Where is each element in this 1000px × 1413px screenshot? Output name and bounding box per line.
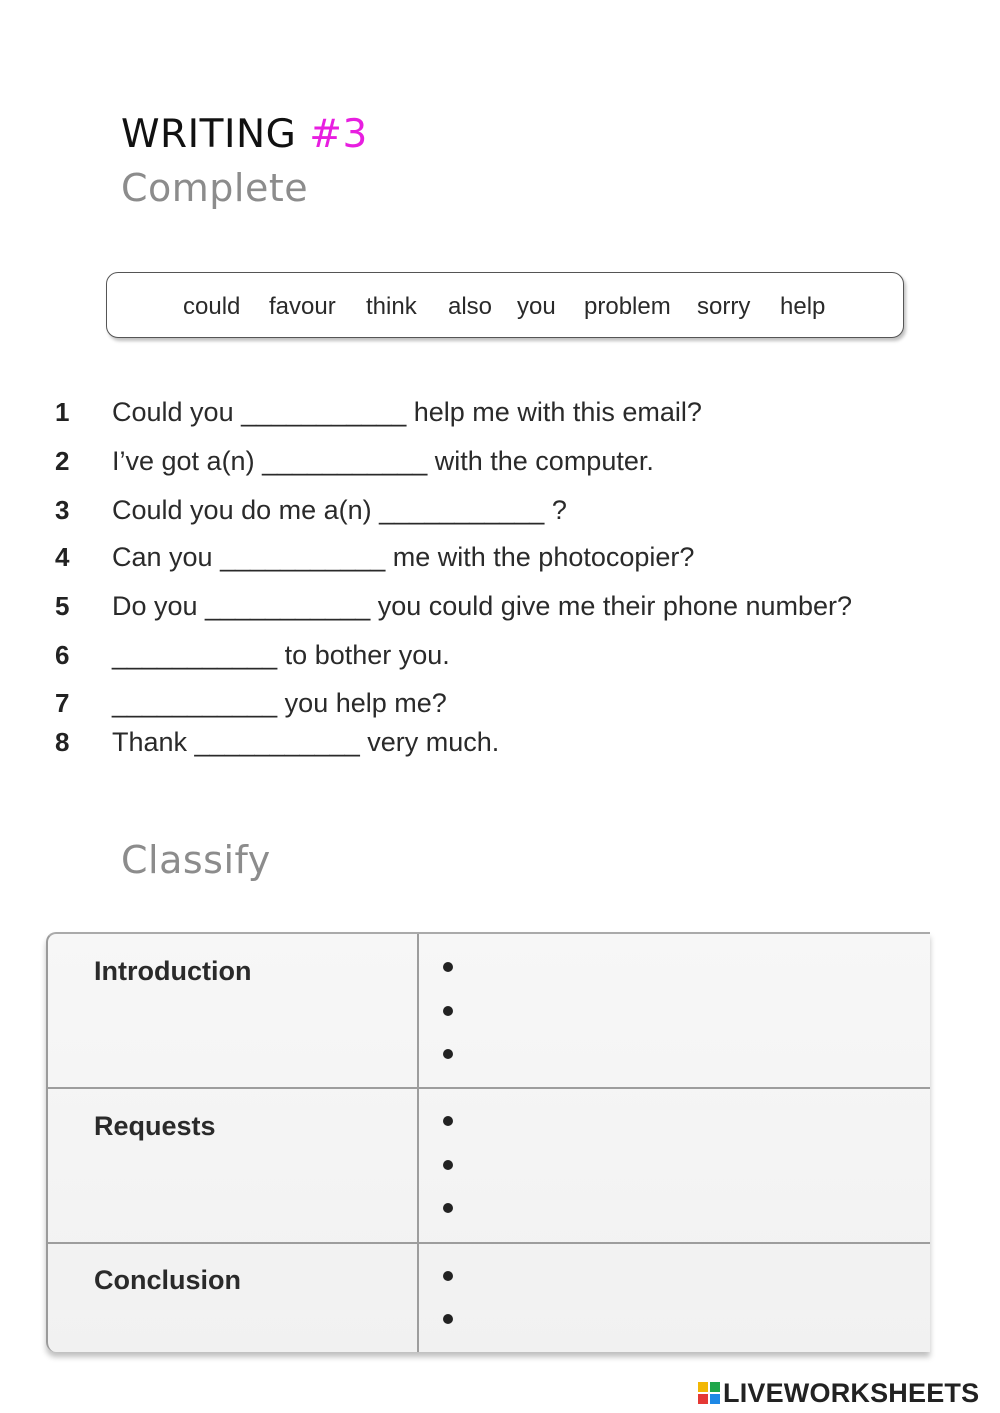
exercise-item	[0, 446, 1000, 480]
bullet-slot[interactable]	[443, 1314, 453, 1324]
word-bank-item: sorry	[697, 293, 751, 320]
exercise-item	[0, 727, 1000, 761]
item-number: 2	[55, 446, 70, 476]
word-bank-item: you	[517, 293, 556, 320]
bullet-slot[interactable]	[443, 1006, 453, 1016]
classify-table	[46, 932, 930, 1352]
row-label-requests: Requests	[94, 1111, 216, 1141]
item-sentence[interactable]: Can you ___________ me with the photocopier?	[112, 542, 695, 572]
word-bank-item: favour	[269, 293, 336, 320]
word-bank-item: think	[366, 293, 417, 320]
bullet-slot[interactable]	[443, 1203, 453, 1213]
item-number: 8	[55, 727, 70, 757]
bullet-slot[interactable]	[443, 1160, 453, 1170]
item-number: 5	[55, 591, 70, 621]
section-heading-classify: Classify	[121, 838, 271, 882]
exercise-item	[0, 688, 1000, 722]
item-number: 7	[55, 688, 70, 718]
item-number: 6	[55, 640, 70, 670]
item-sentence[interactable]: ___________ you help me?	[112, 688, 447, 718]
item-sentence[interactable]: Could you do me a(n) ___________ ?	[112, 495, 567, 525]
table-row	[48, 1089, 930, 1242]
table-row	[48, 1244, 930, 1352]
footer-brand-text: LIVEWORKSHEETS	[723, 1378, 980, 1408]
bullet-slot[interactable]	[443, 962, 453, 972]
exercise-item	[0, 542, 1000, 576]
item-sentence[interactable]: Thank ___________ very much.	[112, 727, 500, 757]
item-sentence[interactable]: Could you ___________ help me with this email?	[112, 397, 702, 427]
word-bank-item: could	[183, 293, 241, 320]
exercise-item	[0, 397, 1000, 431]
bullet-slot[interactable]	[443, 1049, 453, 1059]
exercise-item	[0, 495, 1000, 529]
item-number: 1	[55, 397, 70, 427]
item-number: 4	[55, 542, 70, 572]
table-row	[48, 934, 930, 1087]
row-label-conclusion: Conclusion	[94, 1265, 241, 1295]
item-number: 3	[55, 495, 70, 525]
word-bank-item: also	[448, 293, 493, 320]
title-number: #3	[309, 112, 368, 157]
word-bank	[106, 272, 904, 338]
word-bank-item: help	[780, 293, 826, 320]
title-text: WRITING	[121, 112, 310, 157]
bullet-slot[interactable]	[443, 1116, 453, 1126]
item-sentence[interactable]: Do you ___________ you could give me their phone number?	[112, 591, 853, 621]
item-sentence[interactable]: ___________ to bother you.	[112, 640, 450, 670]
footer-brand[interactable]	[698, 1378, 979, 1408]
bullet-slot[interactable]	[443, 1271, 453, 1281]
word-bank-item: problem	[584, 293, 671, 320]
exercise-item	[0, 591, 1000, 625]
liveworksheets-logo-icon	[698, 1382, 720, 1404]
row-label-introduction: Introduction	[94, 956, 252, 986]
exercise-item	[0, 640, 1000, 674]
section-heading-complete: Complete	[121, 166, 309, 210]
page-title	[121, 112, 368, 157]
item-sentence[interactable]: I’ve got a(n) ___________ with the computer.	[112, 446, 654, 476]
